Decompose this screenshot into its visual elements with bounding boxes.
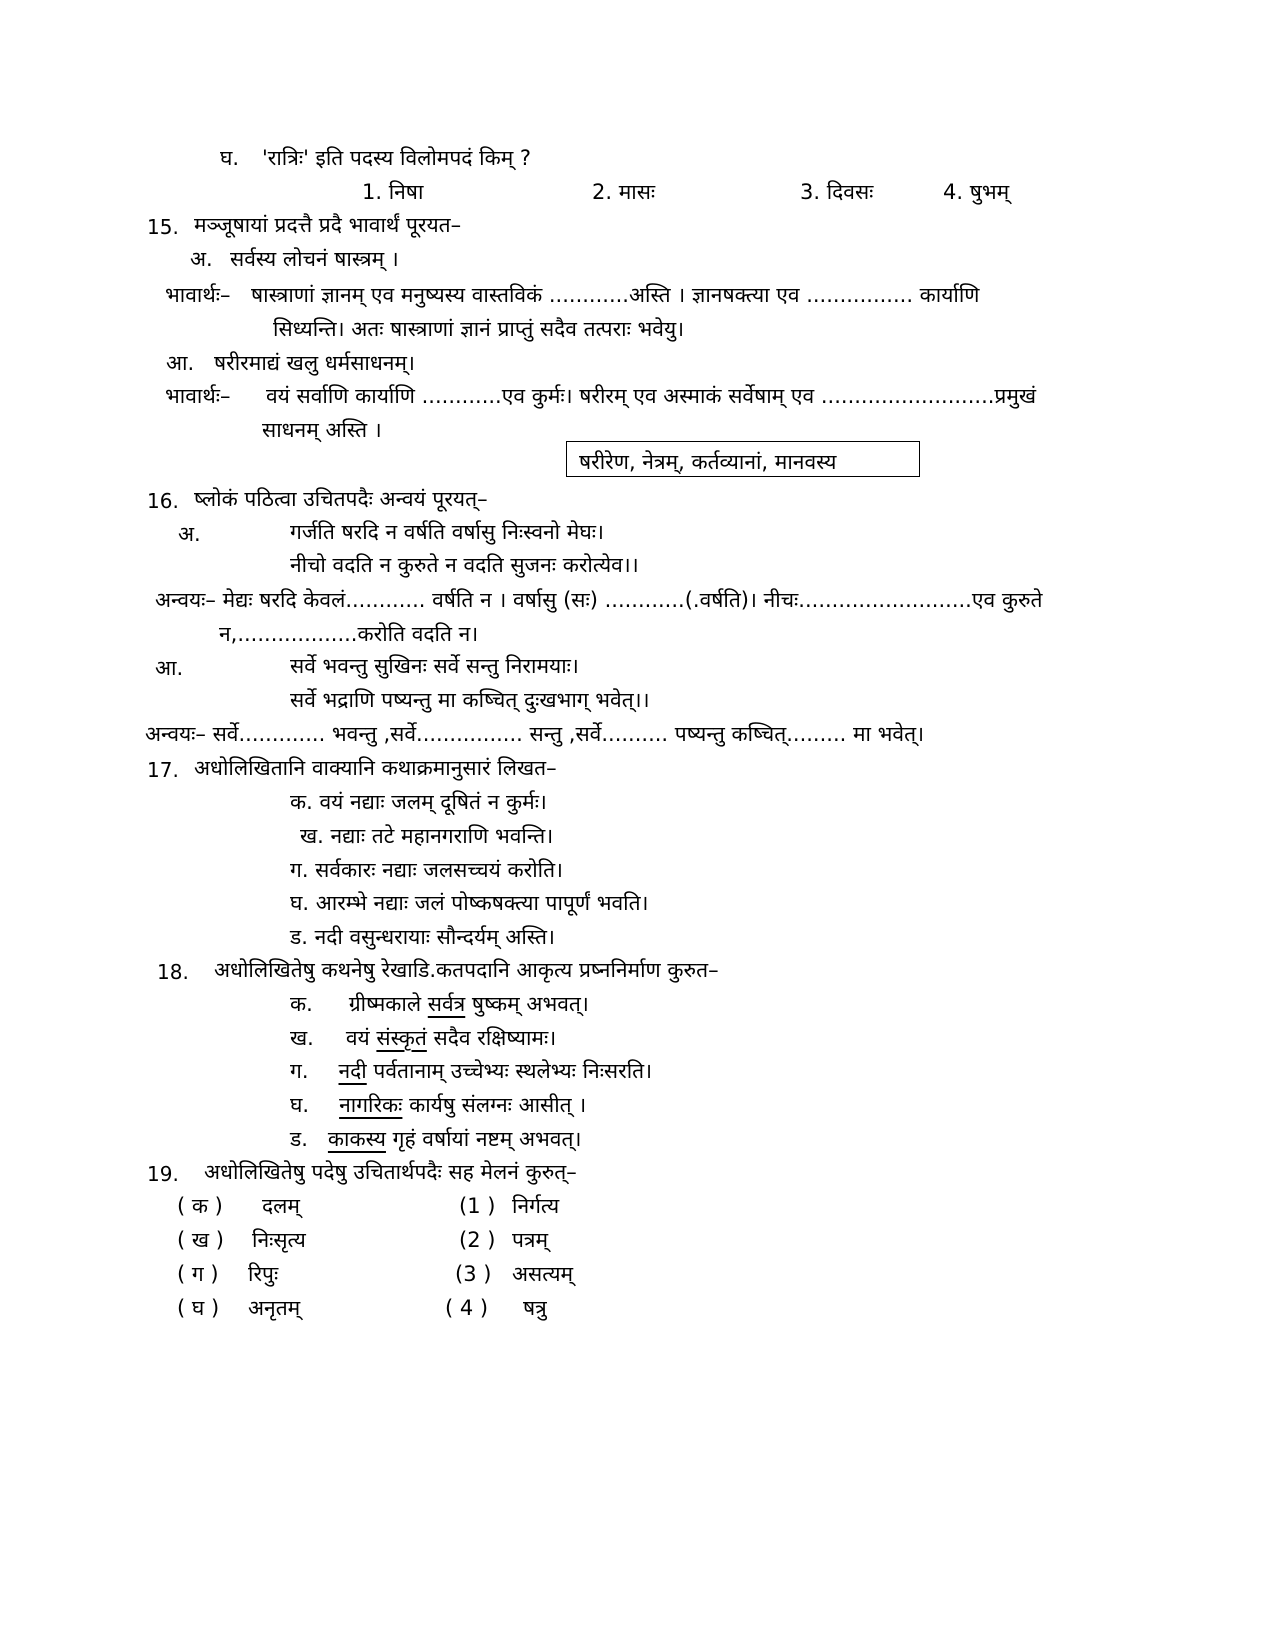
q18-item-text: सदैव रक्षिष्यामः। [426,1026,557,1050]
match-right-label: (2 ) [459,1228,496,1252]
q16-instruction: ष्लोकं पठित्वा उचितपदैः अन्वयं पूरयत्– [194,487,488,511]
q16-a-verse-2: नीचो वदति न कुरुते न वदति सुजनः करोत्येव।। [290,553,639,577]
q18-underlined-word: काकस्य [327,1127,386,1151]
match-left-label: ( घ ) [177,1296,220,1320]
word-box-text: षरीरेण, नेत्रम्, कर्तव्यानां, मानवस्य [579,450,837,474]
q16-aa-label: आ. [155,656,184,680]
q18-item-label: घ. [290,1093,310,1117]
q18-item [290,1061,652,1082]
q15-aa-text: षरीरमाद्यं खलु धर्मसाधनम्। [214,351,415,375]
q14-option-3: 3. दिवसः [800,180,874,204]
q17-item: ड. नदी वसुन्धरायाः सौन्दर्यम् अस्ति। [290,925,555,949]
q18-underlined-word: सर्वत्र [427,992,466,1016]
q16-a-anvaya-1: अन्वयः– मेद्यः षरदि केवलं............ वर्षति न । वर्षासु (सः) ............(.वर्षति)। नीचः..........................एव कुरुते [155,588,1043,612]
match-left-word: निःसृत्य [252,1228,306,1252]
q19-instruction: अधोलिखितेषु पदेषु उचितार्थपदैः सह मेलनं कुरुत्– [204,1160,577,1184]
match-left-label: ( क ) [177,1194,223,1218]
q17-item: ख. नद्याः तटे महानगराणि भवन्ति। [300,824,554,848]
q18-item-label: ड. [290,1127,308,1151]
match-left-label: ( ख ) [177,1228,224,1252]
q18-item-label: ग. [290,1059,309,1083]
q18-item-text: कार्यषु संलग्नः आसीत् । [402,1093,587,1117]
q14-option-4: 4. षुभम् [943,180,1010,204]
q15-aa-meaning-line-2: साधनम् अस्ति । [262,418,382,442]
q18-item-text: वयं [345,1026,377,1050]
q18-item-text: ग्रीष्मकाले [348,992,428,1016]
q15-a-text: सर्वस्य लोचनं षास्त्रम् । [230,247,399,271]
match-left-label: ( ग ) [177,1262,219,1286]
match-left-word: दलम् [262,1194,300,1218]
q18-number: 18. [157,960,189,984]
q15-number: 15. [147,215,179,239]
q17-instruction: अधोलिखितानि वाक्यानि कथाक्रमानुसारं लिखत– [194,756,557,780]
q14-option-2: 2. मासः [592,180,656,204]
match-right-word: असत्यम् [512,1262,574,1286]
q18-underlined-word: संस्कृतं [376,1026,427,1050]
q15-a-meaning-label: भावार्थः– [165,283,231,307]
q17-item: क. वयं नद्याः जलम् दूषितं न कुर्मः। [290,790,547,814]
q16-aa-anvaya: अन्वयः– सर्वे............. भवन्तु ,सर्वे................ सन्तु ,सर्वे.......... पष्यन्तु कष्चित्......... मा भवेत्। [145,722,925,746]
q18-underlined-word: नागरिकः [339,1093,403,1117]
q18-underlined-word: नदी [338,1059,367,1083]
q19-number: 19. [147,1162,179,1186]
q16-a-anvaya-2: न,..................करोति वदति न। [219,622,479,646]
q18-item [290,1095,586,1116]
q15-a-meaning-line-1: षास्त्राणां ज्ञानम् एव मनुष्यस्य वास्तविकं ............अस्ति । ज्ञानषक्त्या एव ................ कार्याणि [251,283,980,307]
q15-aa-meaning-label: भावार्थः– [165,384,231,408]
q17-item: ग. सर्वकारः नद्याः जलसच्चयं करोति। [290,858,564,882]
q18-item-text: गृहं वर्षायां नष्टम् अभवत्। [385,1127,582,1151]
match-right-word: पत्रम् [512,1228,549,1252]
q18-item-text: पर्वतानाम् उच्चेभ्यः स्थलेभ्यः निःसरति। [366,1059,653,1083]
q15-aa-label: आ. [166,351,195,375]
q18-item [290,1129,581,1150]
word-box [566,441,920,477]
match-right-label: (3 ) [455,1262,492,1286]
q15-instruction: मञ्जूषायां प्रदत्तै प्रदै भावार्थं पूरयत– [194,213,462,237]
q16-aa-verse-2: सर्वे भद्राणि पष्यन्तु मा कष्चित् दुःखभाग् भवेत्।। [290,688,650,712]
q16-aa-verse-1: सर्वे भवन्तु सुखिनः सर्वे सन्तु निरामयाः। [290,654,579,678]
q16-a-verse-1: गर्जति षरदि न वर्षति वर्षासु निःस्वनो मेघः। [290,520,604,544]
q17-item: घ. आरम्भे नद्याः जलं पोष्कषक्त्या पापूर्णं भवति। [290,891,649,915]
q18-item-text: षुष्कम् अभवत्। [465,992,589,1016]
match-right-word: निर्गत्य [512,1194,560,1218]
q14-question: 'रात्रिः' इति पदस्य विलोमपदं किम् ? [262,146,532,170]
q18-item [290,1028,556,1049]
q18-item-label: क. [290,992,313,1016]
q18-instruction: अधोलिखितेषु कथनेषु रेखाडि.कतपदानि आकृत्य प्रष्ननिर्माण कुरुत– [214,958,719,982]
q16-number: 16. [147,489,179,513]
q15-a-label: अ. [190,247,213,271]
q15-aa-meaning-line-1: वयं सर्वाणि कार्याणि ............एव कुर्मः। षरीरम् एव अस्माकं सर्वेषाम् एव ..........................प्रमुखं [266,384,1037,408]
match-right-word: षत्रु [523,1296,547,1320]
q14-option-1: 1. निषा [362,180,424,204]
q15-a-meaning-line-2: सिध्यन्ति। अतः षास्त्राणां ज्ञानं प्राप्तुं सदैव तत्पराः भवेयु। [273,317,685,341]
q18-item-label: ख. [290,1026,314,1050]
match-right-label: ( 4 ) [445,1296,489,1320]
q18-item [290,994,589,1015]
q14-item-label: घ. [220,146,240,170]
q16-a-label: अ. [178,522,201,546]
q17-number: 17. [147,758,179,782]
match-left-word: रिपुः [248,1262,279,1286]
match-right-label: (1 ) [459,1194,496,1218]
match-left-word: अनृतम् [248,1296,301,1320]
